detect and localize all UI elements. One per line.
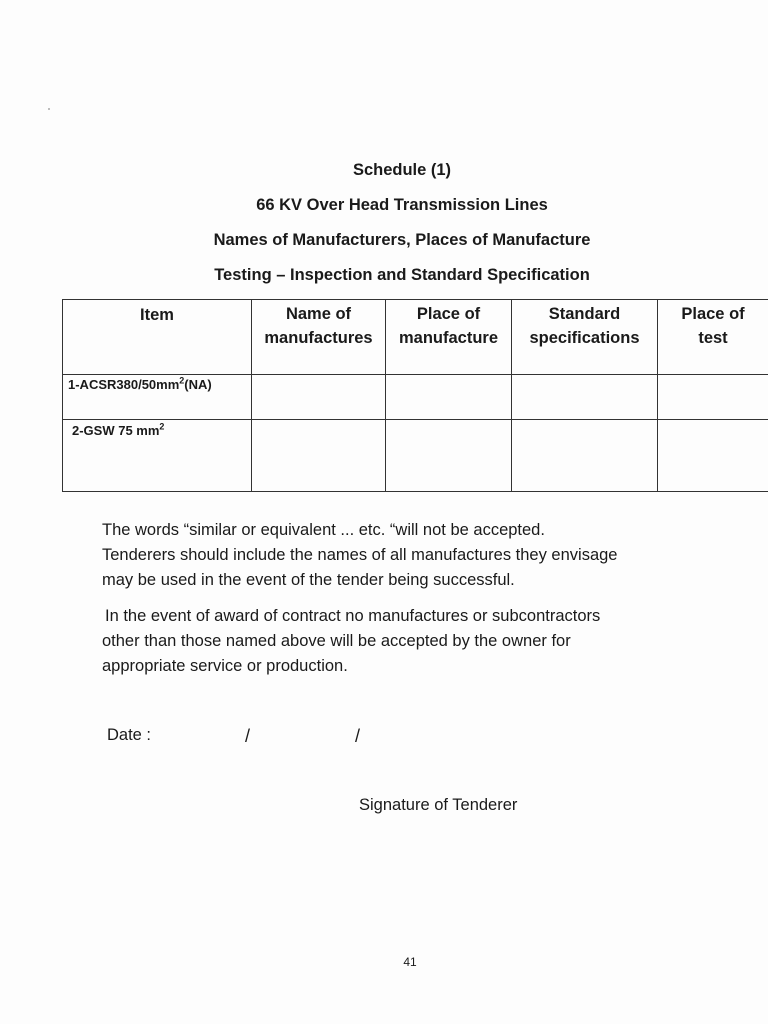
- column-header-item: [63, 300, 252, 375]
- note-paragraph-2-line-2: other than those named above will be accepted by the owner for: [102, 632, 571, 650]
- table-row: [63, 375, 768, 420]
- document-subtitle: Names of Manufacturers, Places of Manufacture: [213, 231, 591, 249]
- column-header-test-line2: test: [698, 329, 728, 347]
- column-header-standard: [512, 300, 658, 375]
- test-place-cell[interactable]: [658, 375, 768, 420]
- column-header-test: [658, 300, 768, 375]
- signature-label: Signature of Tenderer: [359, 796, 518, 814]
- row-item-label: 1-ACSR380/50mm: [68, 377, 180, 392]
- manufacturers-table: [62, 299, 768, 492]
- date-separator-2: /: [355, 726, 361, 746]
- table-row: [63, 420, 768, 492]
- note-paragraph-1-line-2: Tenderers should include the names of all manufactures they envisage: [102, 546, 618, 564]
- column-header-item-label: Item: [140, 306, 174, 324]
- column-header-name-line2: manufactures: [264, 329, 373, 347]
- column-header-test-line1: Place of: [681, 305, 745, 323]
- row-item-suffix: (NA): [184, 377, 212, 392]
- note-paragraph-2-line-3: appropriate service or production.: [102, 657, 348, 675]
- column-header-place: [386, 300, 512, 375]
- note-paragraph-1-line-3: may be used in the event of the tender being successful.: [102, 571, 515, 589]
- column-header-standard-line2: specifications: [529, 329, 640, 347]
- manufacture-place-cell[interactable]: [386, 375, 512, 420]
- column-header-place-line2: manufacture: [398, 329, 499, 347]
- row-item-superscript: 2: [159, 421, 165, 432]
- date-label: Date :: [107, 726, 152, 744]
- date-separator-1: /: [245, 726, 251, 746]
- row-item-cell: [63, 420, 252, 492]
- note-paragraph-2-line-1: In the event of award of contract no manufactures or subcontractors: [105, 607, 601, 625]
- column-header-name: [252, 300, 386, 375]
- row-item-superscript: 2: [179, 375, 185, 386]
- document-subtitle-2: Testing – Inspection and Standard Specification: [214, 266, 590, 284]
- test-place-cell[interactable]: [658, 420, 768, 492]
- scan-speck: [48, 108, 50, 110]
- schedule-title: Schedule (1): [352, 161, 452, 179]
- column-header-name-line1: Name of: [285, 305, 352, 323]
- table-header-row: [63, 300, 768, 375]
- row-item-label: 2-GSW 75 mm: [72, 423, 160, 438]
- note-paragraph-1-line-1: The words “similar or equivalent ... etc. “will not be accepted.: [102, 521, 545, 539]
- manufacturer-name-cell[interactable]: [252, 420, 386, 492]
- standard-spec-cell[interactable]: [512, 375, 658, 420]
- manufacturer-name-cell[interactable]: [252, 375, 386, 420]
- column-header-place-line1: Place of: [416, 305, 481, 323]
- page-number: 41: [403, 955, 417, 969]
- manufacture-place-cell[interactable]: [386, 420, 512, 492]
- column-header-standard-line1: Standard: [548, 305, 621, 323]
- document-title: 66 KV Over Head Transmission Lines: [256, 196, 548, 214]
- standard-spec-cell[interactable]: [512, 420, 658, 492]
- row-item-cell: [63, 375, 252, 420]
